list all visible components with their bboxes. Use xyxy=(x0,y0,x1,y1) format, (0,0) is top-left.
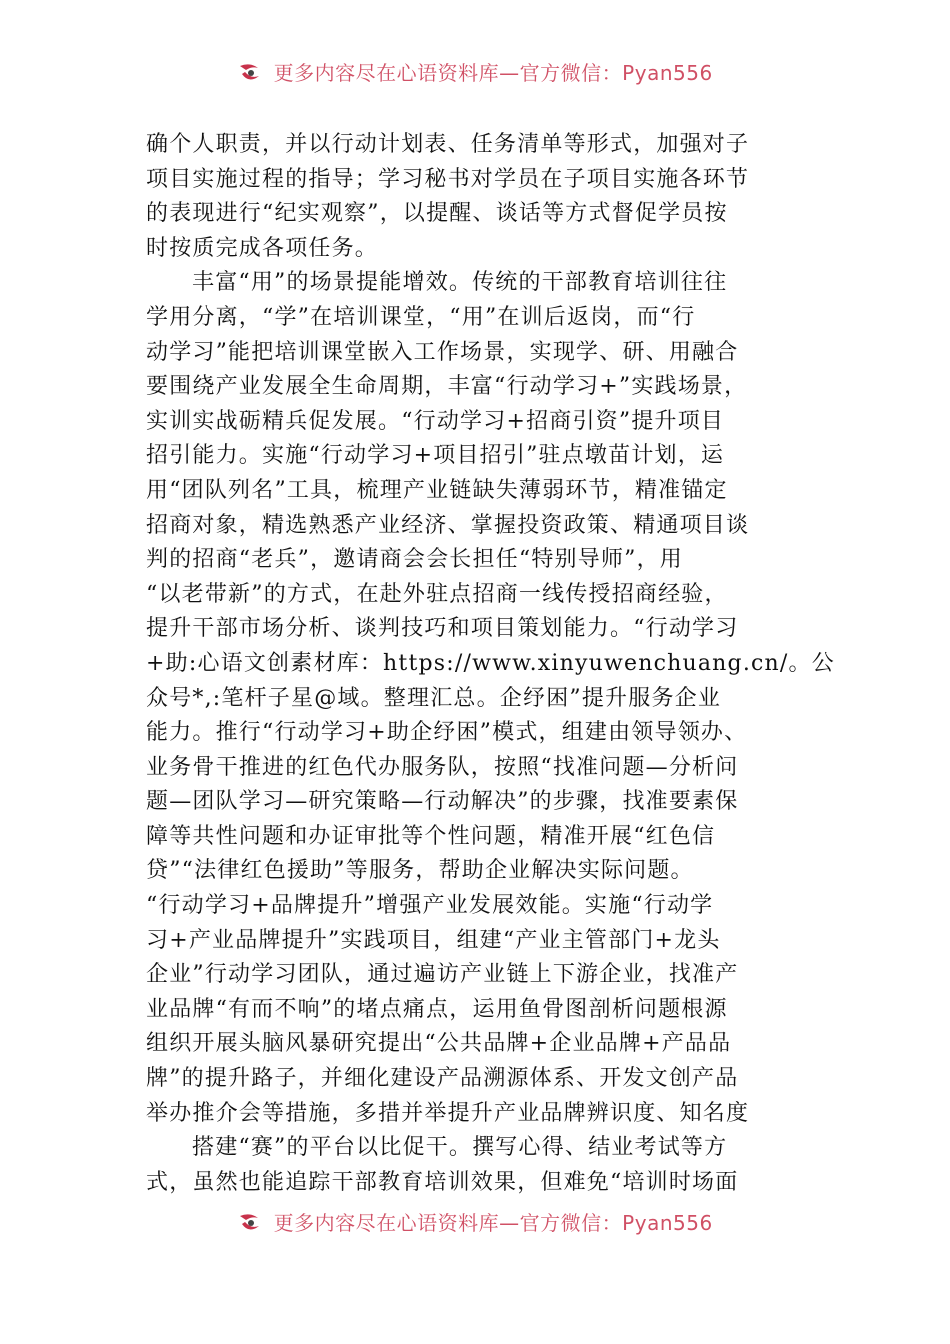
text-line: 举办推介会等措施，多措并举提升产业品牌辨识度、知名度 xyxy=(146,1100,750,1126)
text-line: 实训实战砺精兵促发展。“行动学习+招商引资”提升项目 xyxy=(146,408,725,434)
text-line: 时按质完成各项任务。 xyxy=(146,235,379,261)
watermark-text: 更多内容尽在心语资料库—官方微信：Pyan556 xyxy=(273,60,713,85)
text-line: 招商对象，精选熟悉产业经济、掌握投资政策、精通项目谈 xyxy=(146,512,750,538)
text-line: 动学习”能把培训课堂嵌入工作场景，实现学、研、用融合 xyxy=(146,339,739,365)
text-line: 能力。推行“行动学习+助企纾困”模式，组建由领导领办、 xyxy=(146,720,748,746)
footer-watermark xyxy=(0,1204,950,1238)
watermark-text: 更多内容尽在心语资料库—官方微信：Pyan556 xyxy=(273,1210,713,1235)
text-line: 式，虽然也能追踪干部教育培训效果，但难免“培训时场面 xyxy=(146,1169,739,1195)
text-line: 判的招商“老兵”，邀请商会会长担任“特别导师”，用 xyxy=(146,547,683,573)
watermark-logo-icon xyxy=(237,62,263,84)
text-line: 业务骨干推进的红色代办服务队，按照“找准问题—分析问 xyxy=(146,754,739,780)
text-line: +助:心语文创素材库：https://www.xinyuwenchuang.cn/。公 xyxy=(146,650,835,676)
text-line: 丰富“用”的场景提能增效。传统的干部教育培训往往 xyxy=(192,270,728,296)
text-line: 招引能力。实施“行动学习+项目招引”驻点墩苗计划，运 xyxy=(146,443,725,469)
text-line: 用“团队列名”工具，梳理产业链缺失薄弱环节，精准锚定 xyxy=(146,477,728,503)
text-line: 学用分离，“学”在培训课堂，“用”在训后返岗，而“行 xyxy=(146,304,696,330)
text-line: 众号*,:笔杆子星@域。整理汇总。企纾困”提升服务企业 xyxy=(146,685,722,711)
document-body xyxy=(146,128,835,1200)
text-line: 的表现进行“纪实观察”，以提醒、谈话等方式督促学员按 xyxy=(146,201,728,227)
text-line: 贷”“法律红色援助”等服务，帮助企业解决实际问题。 xyxy=(146,858,694,884)
text-line: “以老带新”的方式，在赴外驻点招商一线传授招商经验， xyxy=(146,581,728,607)
text-line: 题—团队学习—研究策略—行动解决”的步骤，找准要素保 xyxy=(146,789,739,815)
watermark-logo-icon xyxy=(237,1212,263,1234)
header-watermark xyxy=(0,54,950,88)
text-line: 项目实施过程的指导；学习秘书对学员在子项目实施各环节 xyxy=(146,166,750,192)
text-line: 企业”行动学习团队，通过遍访产业链上下游企业，找准产 xyxy=(146,962,739,988)
text-line: 提升干部市场分析、谈判技巧和项目策划能力。“行动学习 xyxy=(146,616,739,642)
text-line: 牌”的提升路子，并细化建设产品溯源体系、开发文创产品 xyxy=(146,1066,739,1092)
text-line: 障等共性问题和办证审批等个性问题，精准开展“红色信 xyxy=(146,823,716,849)
text-line: 习+产业品牌提升”实践项目，组建“产业主管部门+龙头 xyxy=(146,927,721,953)
text-line: 业品牌“有而不响”的堵点痛点，运用鱼骨图剖析问题根源 xyxy=(146,996,728,1022)
text-line: 组织开展头脑风暴研究提出“公共品牌+企业品牌+产品品 xyxy=(146,1031,732,1057)
text-line: 要围绕产业发展全生命周期，丰富“行动学习+”实践场景， xyxy=(146,374,748,400)
text-line: “行动学习+品牌提升”增强产业发展效能。实施“行动学 xyxy=(146,893,714,919)
text-line: 确个人职责，并以行动计划表、任务清单等形式，加强对子 xyxy=(146,132,750,157)
text-line: 搭建“赛”的平台以比促干。撰写心得、结业考试等方 xyxy=(192,1135,728,1161)
